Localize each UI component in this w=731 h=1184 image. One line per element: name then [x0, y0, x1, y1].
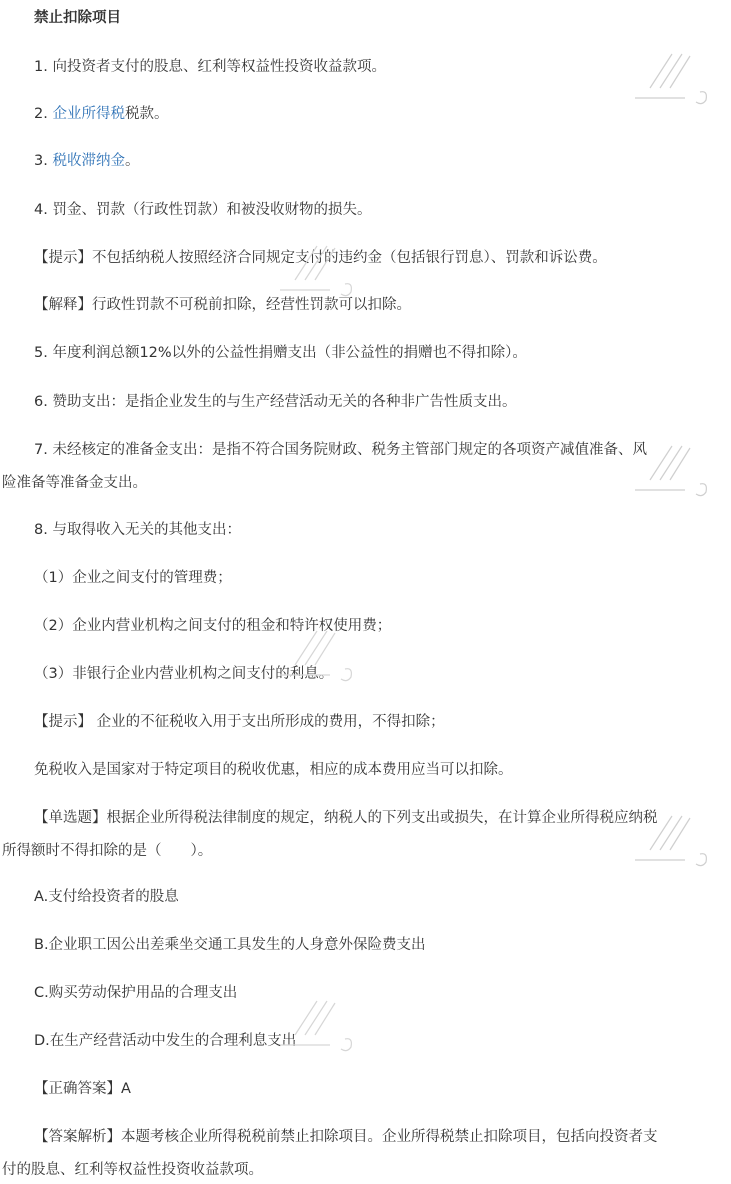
- item-7-line-2: 险准备等准备金支出。: [2, 475, 147, 491]
- tip-2: 【提示】 企业的不征税收入用于支出所形成的费用，不得扣除；: [34, 714, 445, 730]
- item-4: 4. 罚金、罚款（行政性罚款）和被没收财物的损失。: [34, 202, 372, 218]
- item-2: [34, 103, 168, 125]
- exempt-income: 免税收入是国家对于特定项目的税收优惠，相应的成本费用应当可以扣除。: [34, 762, 513, 778]
- explain-1: 【解释】行政性罚款不可税前扣除，经营性罚款可以扣除。: [34, 297, 411, 313]
- option-c: C.购买劳动保护用品的合理支出: [34, 985, 238, 1001]
- option-d: D.在生产经营活动中发生的合理利息支出: [34, 1033, 297, 1049]
- question-line-1: 【单选题】根据企业所得税法律制度的规定，纳税人的下列支出或损失，在计算企业所得税应纳税: [34, 810, 658, 826]
- link-corporate-income-tax[interactable]: 企业所得税: [52, 106, 125, 122]
- item-2-suffix: 税款。: [124, 106, 169, 122]
- answer-analysis-line-1: 【答案解析】本题考核企业所得税税前禁止扣除项目。企业所得税禁止扣除项目，包括向投资者支: [34, 1129, 658, 1145]
- item-8-1: （1）企业之间支付的管理费；: [34, 570, 232, 586]
- option-b: B.企业职工因公出差乘坐交通工具发生的人身意外保险费支出: [34, 937, 426, 953]
- item-2-prefix: 2.: [34, 106, 53, 122]
- watermark-mark: [630, 48, 720, 108]
- link-tax-late-fee[interactable]: 税收滞纳金: [52, 153, 125, 169]
- item-7-line-1: 7. 未经核定的准备金支出：是指不符合国务院财政、税务主管部门规定的各项资产减值准备、风: [34, 442, 647, 458]
- item-8: 8. 与取得收入无关的其他支出：: [34, 522, 241, 538]
- item-8-3: （3）非银行企业内营业机构之间支付的利息。: [34, 666, 334, 682]
- item-6: 6. 赞助支出：是指企业发生的与生产经营活动无关的各种非广告性质支出。: [34, 394, 517, 410]
- answer-analysis-line-2: 付的股息、红利等权益性投资收益款项。: [2, 1162, 263, 1178]
- section-heading: 禁止扣除项目: [34, 10, 121, 26]
- item-1: 1. 向投资者支付的股息、红利等权益性投资收益款项。: [34, 59, 386, 75]
- option-a: A.支付给投资者的股息: [34, 889, 179, 905]
- item-5: 5. 年度利润总额12%以外的公益性捐赠支出（非公益性的捐赠也不得扣除）。: [34, 345, 527, 361]
- item-3: [34, 150, 139, 172]
- item-3-prefix: 3.: [34, 153, 53, 169]
- correct-answer: 【正确答案】A: [34, 1081, 131, 1097]
- tip-1: 【提示】不包括纳税人按照经济合同规定支付的违约金（包括银行罚息）、罚款和诉讼费。: [34, 250, 607, 266]
- item-3-suffix: 。: [124, 153, 140, 169]
- item-8-2: （2）企业内营业机构之间支付的租金和特许权使用费；: [34, 618, 392, 634]
- question-line-2: 所得额时不得扣除的是（ ）。: [2, 843, 213, 859]
